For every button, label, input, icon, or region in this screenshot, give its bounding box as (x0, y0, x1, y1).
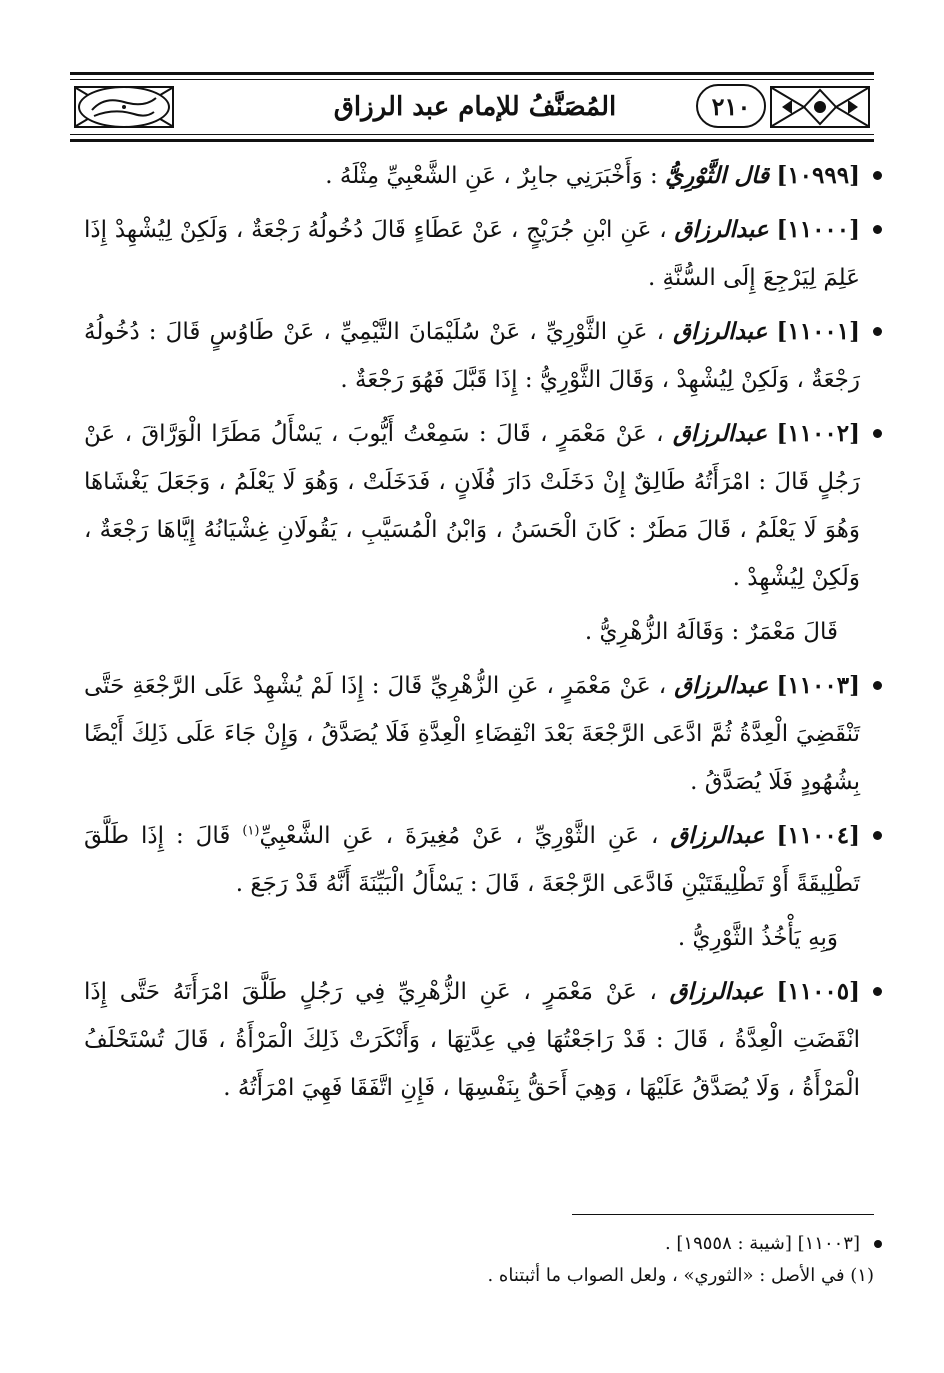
footnotes (84, 1228, 874, 1292)
bullet-icon (874, 1240, 882, 1248)
footnote-1: (١) في الأصل : «الثوري» ، ولعل الصواب ما أثبتناه . (487, 1265, 874, 1286)
hadith-narrator: عبدالرزاق (670, 822, 765, 849)
bullet-icon (873, 681, 882, 690)
bullet-icon (873, 429, 882, 438)
hadith-text: ، عَنْ مَعْمَرٍ ، قَالَ : سَمِعْتُ أَيُّوبَ ، يَسْأَلُ مَطَرًا الْوَرَّاقَ ، عَنْ رَجُلٍ قَالَ : امْرَأَتُهُ طَالِقٌ إِنْ دَخَلَتْ دَارَ فُلَانٍ ، فَدَخَلَتْ ، وَهُوَ لَا يَعْلَمُ ، وَجَعَلَ يَغْشَاهَا وَهُوَ لَا يَعْلَمُ ، قَالَ مَطَرٌ : كَانَ الْحَسَنُ ، وَابْنُ الْمُسَيَّبِ ، يَقُولَانِ غِشْيَانُهُ إِيَّاهَا رَجْعَةٌ ، وَلَكِنْ لِيُشْهِدْ . (84, 421, 860, 591)
hadith-narrator: عبدالرزاق (674, 672, 769, 699)
hadith-text: ، عَنِ الثَّوْرِيِّ ، عَنْ سُلَيْمَانَ التَّيْمِيِّ ، عَنْ طَاوُسٍ قَالَ : دُخُولُهُ رَجْعَةٌ ، وَلَكِنْ لِيُشْهِدْ ، وَقَالَ الثَّوْرِيُّ : إِذَا قَبَّلَ فَهُوَ رَجْعَةٌ . (84, 319, 860, 393)
hadith-text: قَالَ : إِذَا طَلَّقَ تَطْلِيقَةً أَوْ تَطْلِيقَتَيْنِ فَادَّعَى الرَّجْعَةَ ، قَالَ : يَسْأَلُ الْبَيِّنَةَ أَنَّهُ قَدْ رَجَعَ . (84, 823, 860, 897)
page-body (84, 152, 874, 1118)
hadith-text: ، عَنْ مَعْمَرٍ ، عَنِ الزُّهْرِيِّ قَالَ : إِذَا لَمْ يُشْهِدْ عَلَى الرَّجْعَةِ حَتَّى تَنْقَضِيَ الْعِدَّةُ ثُمَّ ادَّعَى الرَّجْعَةَ بَعْدَ انْقِضَاءِ الْعِدَّةِ فَلَا يُصَدَّقُ ، وَإِنْ جَاءَ عَلَى ذَلِكَ أَيْضًا بِشُهُودٍ فَلَا يُصَدَّقُ . (84, 673, 860, 795)
bullet-icon (873, 225, 882, 234)
hadith-continuation: قَالَ مَعْمَرٌ : وَقَالَهُ الزُّهْرِيُّ . (584, 619, 838, 645)
hadith-narrator: عبدالرزاق (673, 318, 768, 345)
hadith-entry (84, 308, 874, 404)
page-number: ٢١٠ (711, 91, 751, 121)
footnote-divider (572, 1214, 874, 1215)
hadith-continuation: وَبِهِ يَأْخُذُ الثَّوْرِيُّ . (677, 925, 838, 951)
bullet-icon (873, 171, 882, 180)
hadith-number: [١١٠٠٠] (776, 216, 861, 243)
hadith-entry (84, 812, 874, 908)
hadith-text: ، عَنِ ابْنِ جُرَيْجٍ ، عَنْ عَطَاءٍ قَالَ دُخُولُهُ رَجْعَةٌ ، وَلَكِنْ لِيُشْهِدْ إِذَا عَلِمَ لِيَرْجِعَ إِلَى السُّنَّةِ . (84, 217, 860, 291)
ornament-right-icon (770, 86, 870, 128)
hadith-narrator: عبدالرزاق (674, 216, 769, 243)
hadith-entry (84, 968, 874, 1112)
hadith-number: [١١٠٠٤] (776, 822, 861, 849)
hadith-entry (84, 662, 874, 806)
hadith-entry (84, 206, 874, 302)
bullet-icon (873, 831, 882, 840)
page-number-badge (696, 84, 766, 128)
hadith-narrator: عبدالرزاق (669, 978, 764, 1005)
hadith-text: ، عَنْ مَعْمَرٍ ، عَنِ الزُّهْرِيِّ فِي رَجُلٍ طَلَّقَ امْرَأَتَهُ حَتَّى إِذَا انْقَضَتِ الْعِدَّةُ ، قَالَ : قَدْ رَاجَعْتُهَا فِي عِدَّتِهَا ، وَأَنْكَرَتْ ذَلِكَ الْمَرْأَةُ ، قَالَ تُسْتَحْلَفُ الْمَرْأَةُ ، وَلَا يُصَدَّقُ عَلَيْهَا ، وَهِيَ أَحَقُّ بِنَفْسِهَا ، فَإِنِ اتَّفَقَا فَهِيَ امْرَأَتُهُ . (84, 979, 860, 1101)
hadith-number: [١١٠٠٥] (776, 978, 861, 1005)
hadith-narrator: قال الثَّوْرِيُّ (665, 162, 770, 189)
cross-reference-text: [١١٠٠٣] [شيبة : ١٩٥٥٨] . (664, 1233, 860, 1254)
hadith-number: [١١٠٠٢] (776, 420, 860, 447)
bullet-icon (873, 987, 882, 996)
hadith-number: [١١٠٠٣] (776, 672, 860, 699)
hadith-text: : وَأَخْبَرَنِي جابِرٌ ، عَنِ الشَّعْبِيِّ مِثْلَهُ . (325, 163, 658, 189)
page-header (70, 72, 874, 142)
hadith-text-part: ، عَنِ الثَّوْرِيِّ ، عَنْ مُغِيرَةَ ، عَنِ الشَّعْبِيِّ (259, 823, 659, 849)
bullet-icon (873, 327, 882, 336)
book-seal-icon (78, 86, 170, 128)
hadith-entry (84, 410, 874, 602)
hadith-narrator: عبدالرزاق (672, 420, 768, 447)
hadith-number: [١١٠٠١] (776, 318, 861, 345)
hadith-entry (84, 152, 874, 200)
running-title: المُصَنَّفُ للإمام عبد الرزاق (333, 92, 617, 122)
hadith-number: [١٠٩٩٩] (776, 162, 860, 189)
footnote-reference[interactable]: (١) (242, 823, 260, 839)
footnote-cross-reference (84, 1228, 874, 1260)
